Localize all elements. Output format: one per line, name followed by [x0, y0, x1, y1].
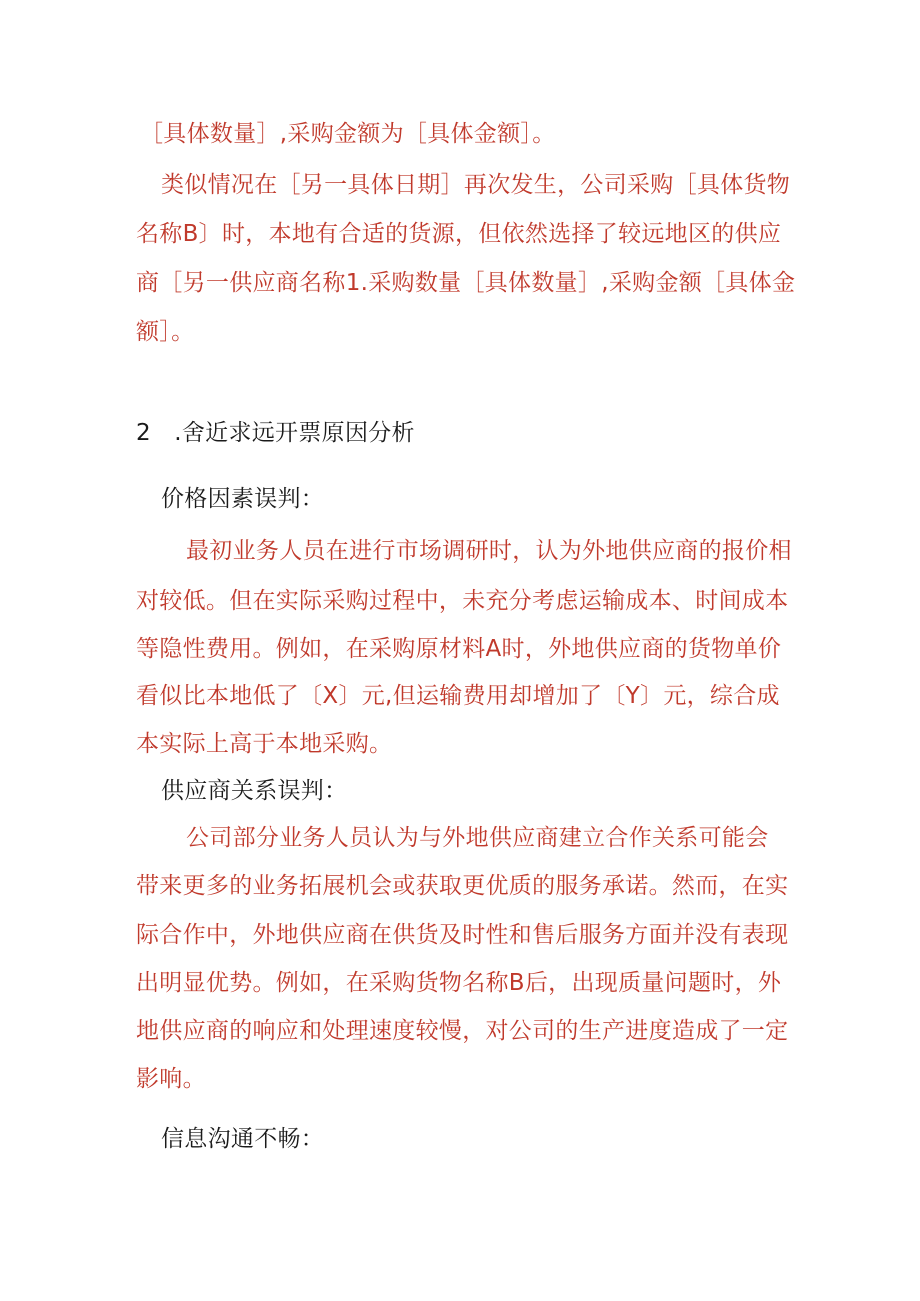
text-line: 看似比本地低了〔X〕元,但运输费用却增加了〔Y〕元，综合成	[136, 683, 780, 709]
text-line: 最初业务人员在进行市场调研时，认为外地供应商的报价相	[186, 538, 792, 564]
text-line: ［具体数量］,采购金额为［具体金额］。	[140, 121, 556, 147]
subsection-title: 供应商关系误判：	[161, 778, 348, 804]
text-line: 本实际上高于本地采购。	[136, 731, 393, 757]
text-line: 等隐性费用。例如，在采购原材料A时，外地供应商的货物单价	[136, 636, 782, 662]
text-line: 出明显优势。例如，在采购货物名称B后，出现质量问题时，外	[136, 970, 782, 996]
subsection-title: 价格因素误判：	[161, 486, 325, 512]
text-line: 公司部分业务人员认为与外地供应商建立合作关系可能会	[186, 825, 769, 851]
text-line: 地供应商的响应和处理速度较慢，对公司的生产进度造成了一定	[136, 1018, 789, 1044]
text-line: 商［另一供应商名称1.采购数量［具体数量］,采购金额［具体金	[136, 270, 796, 296]
section-heading: 2 .舍近求远开票原因分析	[136, 420, 415, 446]
text-line: 类似情况在［另一具体日期］再次发生，公司采购［具体货物	[161, 172, 791, 198]
text-line: 对较低。但在实际采购过程中，未充分考虑运输成本、时间成本	[136, 588, 789, 614]
text-line: 额］。	[136, 319, 195, 345]
text-line: 带来更多的业务拓展机会或获取更优质的服务承诺。然而，在实	[136, 873, 789, 899]
text-line: 际合作中，外地供应商在供货及时性和售后服务方面并没有表现	[136, 922, 789, 948]
text-line: 影响。	[136, 1066, 206, 1092]
text-line: 名称B〕时，本地有合适的货源，但依然选择了较远地区的供应	[136, 221, 782, 247]
subsection-title: 信息沟通不畅：	[161, 1126, 325, 1152]
